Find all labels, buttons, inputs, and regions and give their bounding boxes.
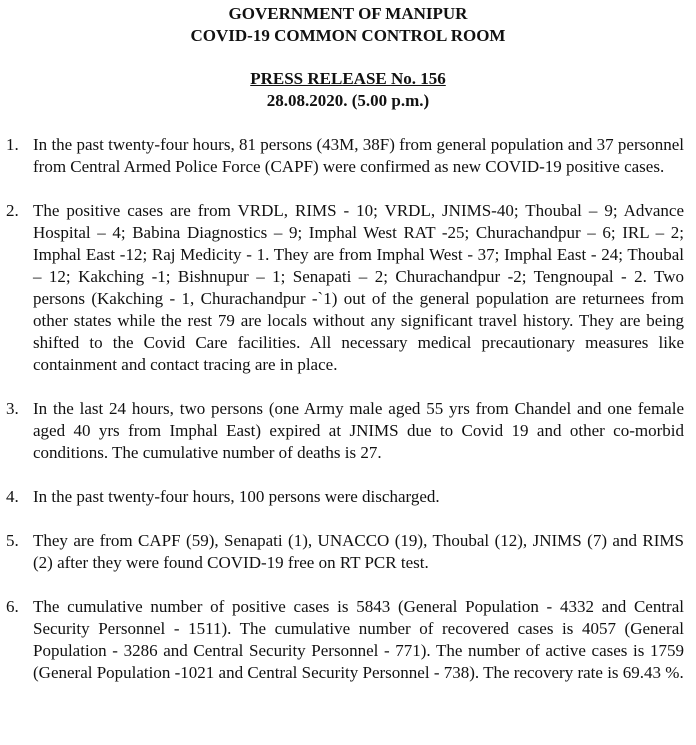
item-text: The cumulative number of positive cases is 5843 (General Population - 4332 and Central Security Personnel - 1511). The cumulative number of recovered cases is 4057 (General Population - 3286 and Central Security Personnel - 771). The number of active cases is 1759 (General Population -1021 and Central Security Personnel - 738). The recovery rate is 69.43 %. bbox=[33, 597, 684, 682]
release-items bbox=[0, 134, 696, 706]
item-number: 1. bbox=[6, 135, 19, 154]
list-item bbox=[0, 596, 696, 684]
item-text: In the past twenty-four hours, 81 persons (43M, 38F) from general population and 37 personnel from Central Armed Police Force (CAPF) were confirmed as new COVID-19 positive cases. bbox=[33, 135, 684, 176]
item-text: In the past twenty-four hours, 100 persons were discharged. bbox=[33, 487, 440, 506]
list-item bbox=[0, 398, 696, 464]
list-item bbox=[0, 486, 696, 508]
item-text: In the last 24 hours, two persons (one Army male aged 55 yrs from Chandel and one female aged 40 yrs from Imphal East) expired at JNIMS due to Covid 19 and other co-morbid conditions. The cumulative number of deaths is 27. bbox=[33, 399, 684, 462]
control-room-title: COVID-19 COMMON CONTROL ROOM bbox=[190, 26, 506, 45]
item-text: The positive cases are from VRDL, RIMS - 10; VRDL, JNIMS-40; Thoubal – 9; Advance Hospital – 4; Babina Diagnostics – 9; Imphal West RAT -25; Churachandpur – 6; IRL – 2; Imphal East -12; Raj Medicity - 1. They are from Imphal West - 37; Imphal East - 24; Thoubal – 12; Kakching -1; Bishnupur – 1; Senapati – 2; Churachandpur -2; Tengnoupal - 2. Two persons (Kakching - 1, Churachandpur -`1) out of the general population are returnees from other states while the rest 79 are locals without any significant travel history. They are being shifted to the Covid Care facilities. All necessary medical precautionary measures like containment and contact tracing are in place. bbox=[33, 201, 684, 374]
government-title: GOVERNMENT OF MANIPUR bbox=[228, 4, 468, 23]
release-datetime: 28.08.2020. (5.00 p.m.) bbox=[266, 91, 430, 110]
item-number: 3. bbox=[6, 399, 19, 418]
list-item bbox=[0, 530, 696, 574]
list-item bbox=[0, 200, 696, 376]
item-number: 5. bbox=[6, 531, 19, 550]
item-number: 2. bbox=[6, 201, 19, 220]
list-item bbox=[0, 134, 696, 178]
release-title: PRESS RELEASE No. 156 bbox=[250, 69, 446, 88]
item-text: They are from CAPF (59), Senapati (1), UNACCO (19), Thoubal (12), JNIMS (7) and RIMS (2) after they were found COVID-19 free on RT PCR test. bbox=[33, 531, 684, 572]
item-number: 6. bbox=[6, 597, 19, 616]
document-header bbox=[0, 3, 696, 47]
release-info bbox=[0, 68, 696, 112]
item-number: 4. bbox=[6, 487, 19, 506]
